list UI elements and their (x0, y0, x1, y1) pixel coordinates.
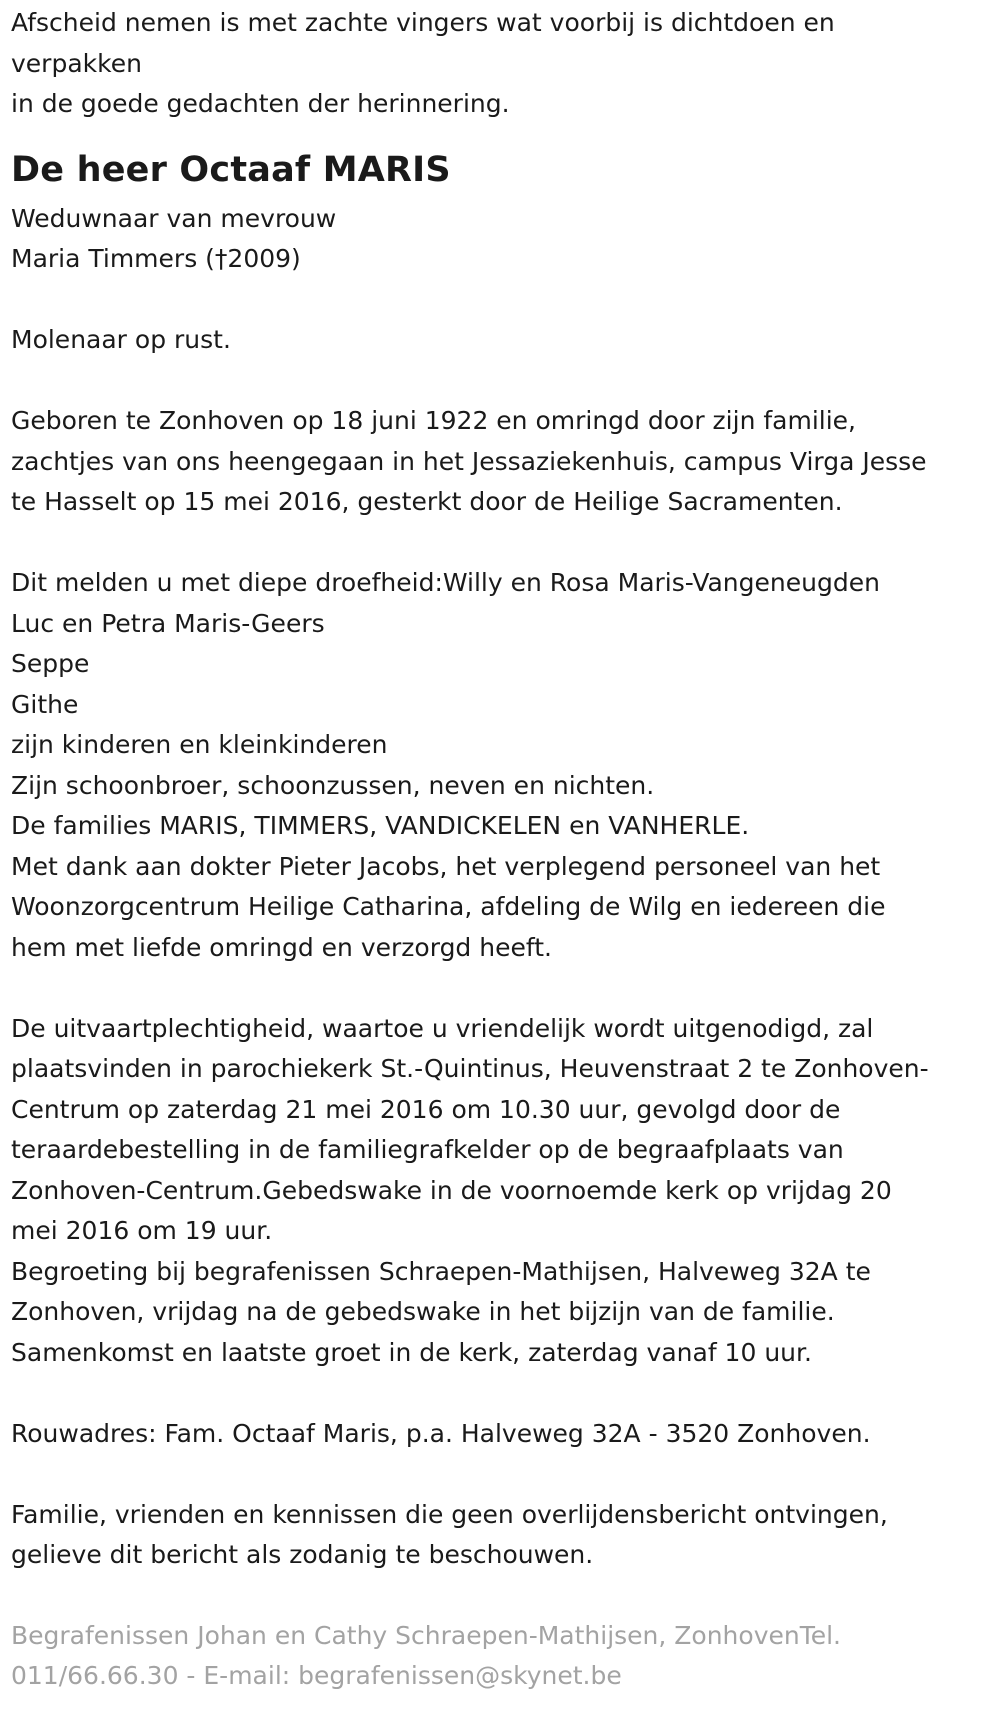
obituary-notice (0, 3, 1000, 1713)
deceased-name: De heer Octaaf MARIS (11, 149, 451, 190)
obituary-body: Weduwnaar van mevrouw Maria Timmers (†2009) Molenaar op rust. Geboren te Zonhoven op 18 juni 1922 en omringd door zijn familie, zachtjes van ons heengegaan in het Jessaziekenhuis, campus Virga Jesse te Hasselt op 15 mei 2016, gesterkt door de Heilige Sacramenten. Dit melden u met diepe droefheid:Willy en Rosa Maris-Vangeneugden Luc en Petra Maris-Geers Seppe Githe zijn kinderen en kleinkinderen Zijn schoonbroer, schoonzussen, neven en nichten. De families MARIS, TIMMERS, VANDICKELEN en VANHERLE. Met dank aan dokter Pieter Jacobs, het verplegend personeel van het Woonzorgcentrum Heilige Catharina, afdeling de Wilg en iedereen die hem met liefde omringd en verzorgd heeft. De uitvaartplechtigheid, waartoe u vriendelijk wordt uitgenodigd, zal plaatsvinden in parochiekerk St.-Quintinus, Heuvenstraat 2 te Zonhoven- Centrum op zaterdag 21 mei 2016 om 10.30 uur, gevolgd door de teraardebestelling in de familiegrafkelder op de begraafplaats van Zonhoven-Centrum.Gebedswake in de voornoemde kerk op vrijdag 20 mei 2016 om 19 uur. Begroeting bij begrafenissen Schraepen-Mathijsen, Halveweg 32A te Zonhoven, vrijdag na de gebedswake in het bijzijn van de familie. Samenkomst en laatste groet in de kerk, zaterdag vanaf 10 uur. Rouwadres: Fam. Octaaf Maris, p.a. Halveweg 32A - 3520 Zonhoven. Familie, vrienden en kennissen die geen overlijdensbericht ontvingen, gelieve dit bericht als zodanig te beschouwen. (11, 203, 929, 1569)
intro-poem: Afscheid nemen is met zachte vingers wat voorbij is dichtdoen en verpakken in de goede gedachten der herinnering. (11, 8, 835, 118)
funeral-home-contact: Begrafenissen Johan en Cathy Schraepen-Mathijsen, ZonhovenTel. 011/66.66.30 - E-mail: begrafenissen@skynet.be (11, 1620, 842, 1690)
